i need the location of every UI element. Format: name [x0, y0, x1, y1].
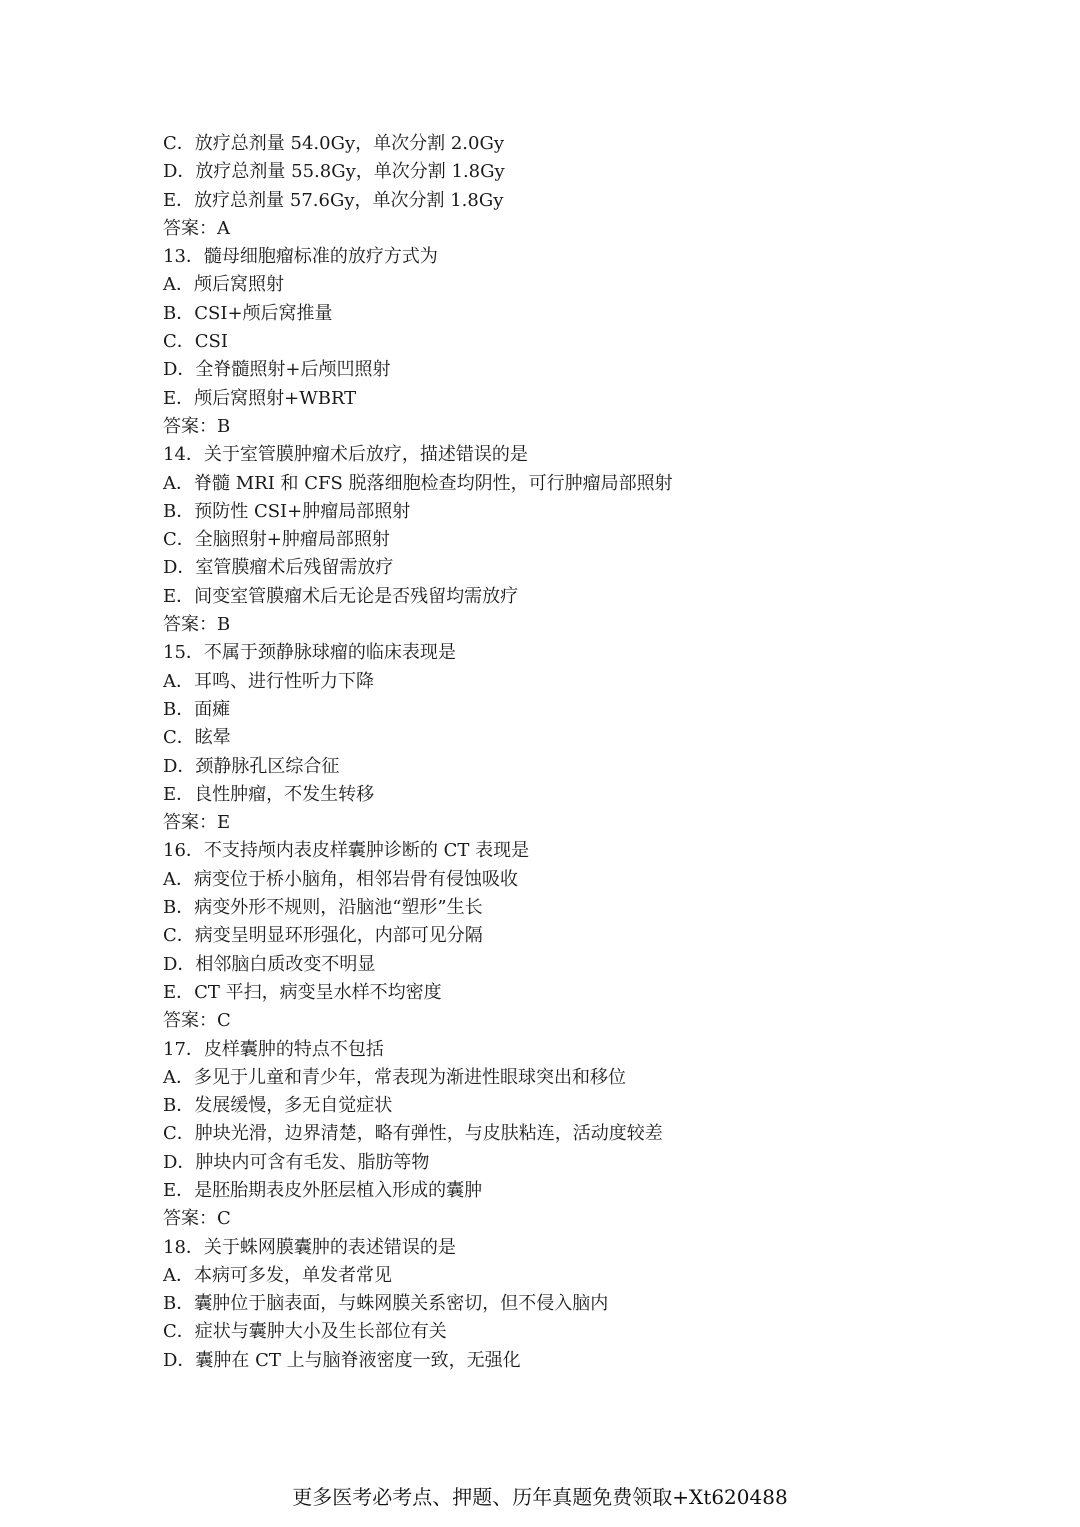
option-line: B．发展缓慢，多无自觉症状	[163, 1095, 393, 1117]
option-line: B．病变外形不规则，沿脑池“塑形”生长	[163, 897, 483, 919]
answer-line: 答案：C	[163, 1010, 231, 1032]
answer-line: 答案：C	[163, 1208, 231, 1230]
option-line: C．病变呈明显环形强化，内部可见分隔	[163, 925, 483, 947]
question-stem: 15．不属于颈静脉球瘤的临床表现是	[163, 642, 456, 664]
answer-line: 答案：A	[163, 217, 230, 239]
question-stem: 13．髓母细胞瘤标准的放疗方式为	[163, 246, 438, 268]
option-line: E．是胚胎期表皮外胚层植入形成的囊肿	[163, 1179, 483, 1201]
answer-line: 答案：E	[163, 812, 231, 834]
option-line: C．肿块光滑，边界清楚，略有弹性，与皮肤粘连，活动度较差	[163, 1123, 663, 1145]
option-line: A．本病可多发，单发者常见	[163, 1264, 392, 1286]
question-stem: 17．皮样囊肿的特点不包括	[163, 1038, 384, 1060]
option-line: E．CT 平扫，病变呈水样不均密度	[163, 981, 442, 1003]
option-line: D．颈静脉孔区综合征	[163, 755, 340, 777]
option-line: A．病变位于桥小脑角，相邻岩骨有侵蚀吸收	[163, 868, 518, 890]
question-text-block	[163, 130, 1023, 1375]
option-line: E．放疗总剂量 57.6Gy，单次分割 1.8Gy	[163, 189, 504, 211]
option-line: B．面瘫	[163, 698, 231, 720]
option-line: D．全脊髓照射+后颅凹照射	[163, 359, 391, 381]
option-line: D．肿块内可含有毛发、脂肪等物	[163, 1151, 430, 1173]
footer-promo-text: 更多医考必考点、押题、历年真题免费领取+Xt620488	[292, 1485, 788, 1509]
option-line: E．颅后窝照射+WBRT	[163, 387, 357, 409]
option-line: D．室管膜瘤术后残留需放疗	[163, 557, 394, 579]
option-line: E．良性肿瘤，不发生转移	[163, 783, 375, 805]
option-line: B．囊肿位于脑表面，与蛛网膜关系密切，但不侵入脑内	[163, 1293, 609, 1315]
option-line: E．间变室管膜瘤术后无论是否残留均需放疗	[163, 585, 519, 607]
option-line: C．放疗总剂量 54.0Gy，单次分割 2.0Gy	[163, 133, 505, 154]
option-line: D．囊肿在 CT 上与脑脊液密度一致，无强化	[163, 1349, 521, 1371]
answer-line: 答案：B	[163, 415, 231, 437]
option-line: C．眩晕	[163, 727, 231, 749]
question-stem: 18．关于蛛网膜囊肿的表述错误的是	[163, 1236, 456, 1258]
option-line: C．CSI	[163, 331, 228, 353]
question-stem: 14．关于室管膜肿瘤术后放疗，描述错误的是	[163, 444, 528, 466]
option-line: A．耳鸣、进行性听力下降	[163, 670, 374, 692]
option-line: B．预防性 CSI+肿瘤局部照射	[163, 500, 411, 522]
option-line: D．相邻脑白质改变不明显	[163, 953, 376, 975]
option-line: C．症状与囊肿大小及生长部位有关	[163, 1321, 447, 1343]
answer-line: 答案：B	[163, 614, 231, 636]
option-line: A．脊髓 MRI 和 CFS 脱落细胞检查均阴性，可行肿瘤局部照射	[163, 472, 673, 494]
option-line: D．放疗总剂量 55.8Gy，单次分割 1.8Gy	[163, 161, 505, 183]
question-stem: 16．不支持颅内表皮样囊肿诊断的 CT 表现是	[163, 840, 530, 862]
option-line: C．全脑照射+肿瘤局部照射	[163, 529, 390, 551]
option-line: A．颅后窝照射	[163, 274, 284, 296]
option-line: A．多见于儿童和青少年，常表现为渐进性眼球突出和移位	[163, 1066, 626, 1088]
option-line: B．CSI+颅后窝推量	[163, 302, 333, 324]
